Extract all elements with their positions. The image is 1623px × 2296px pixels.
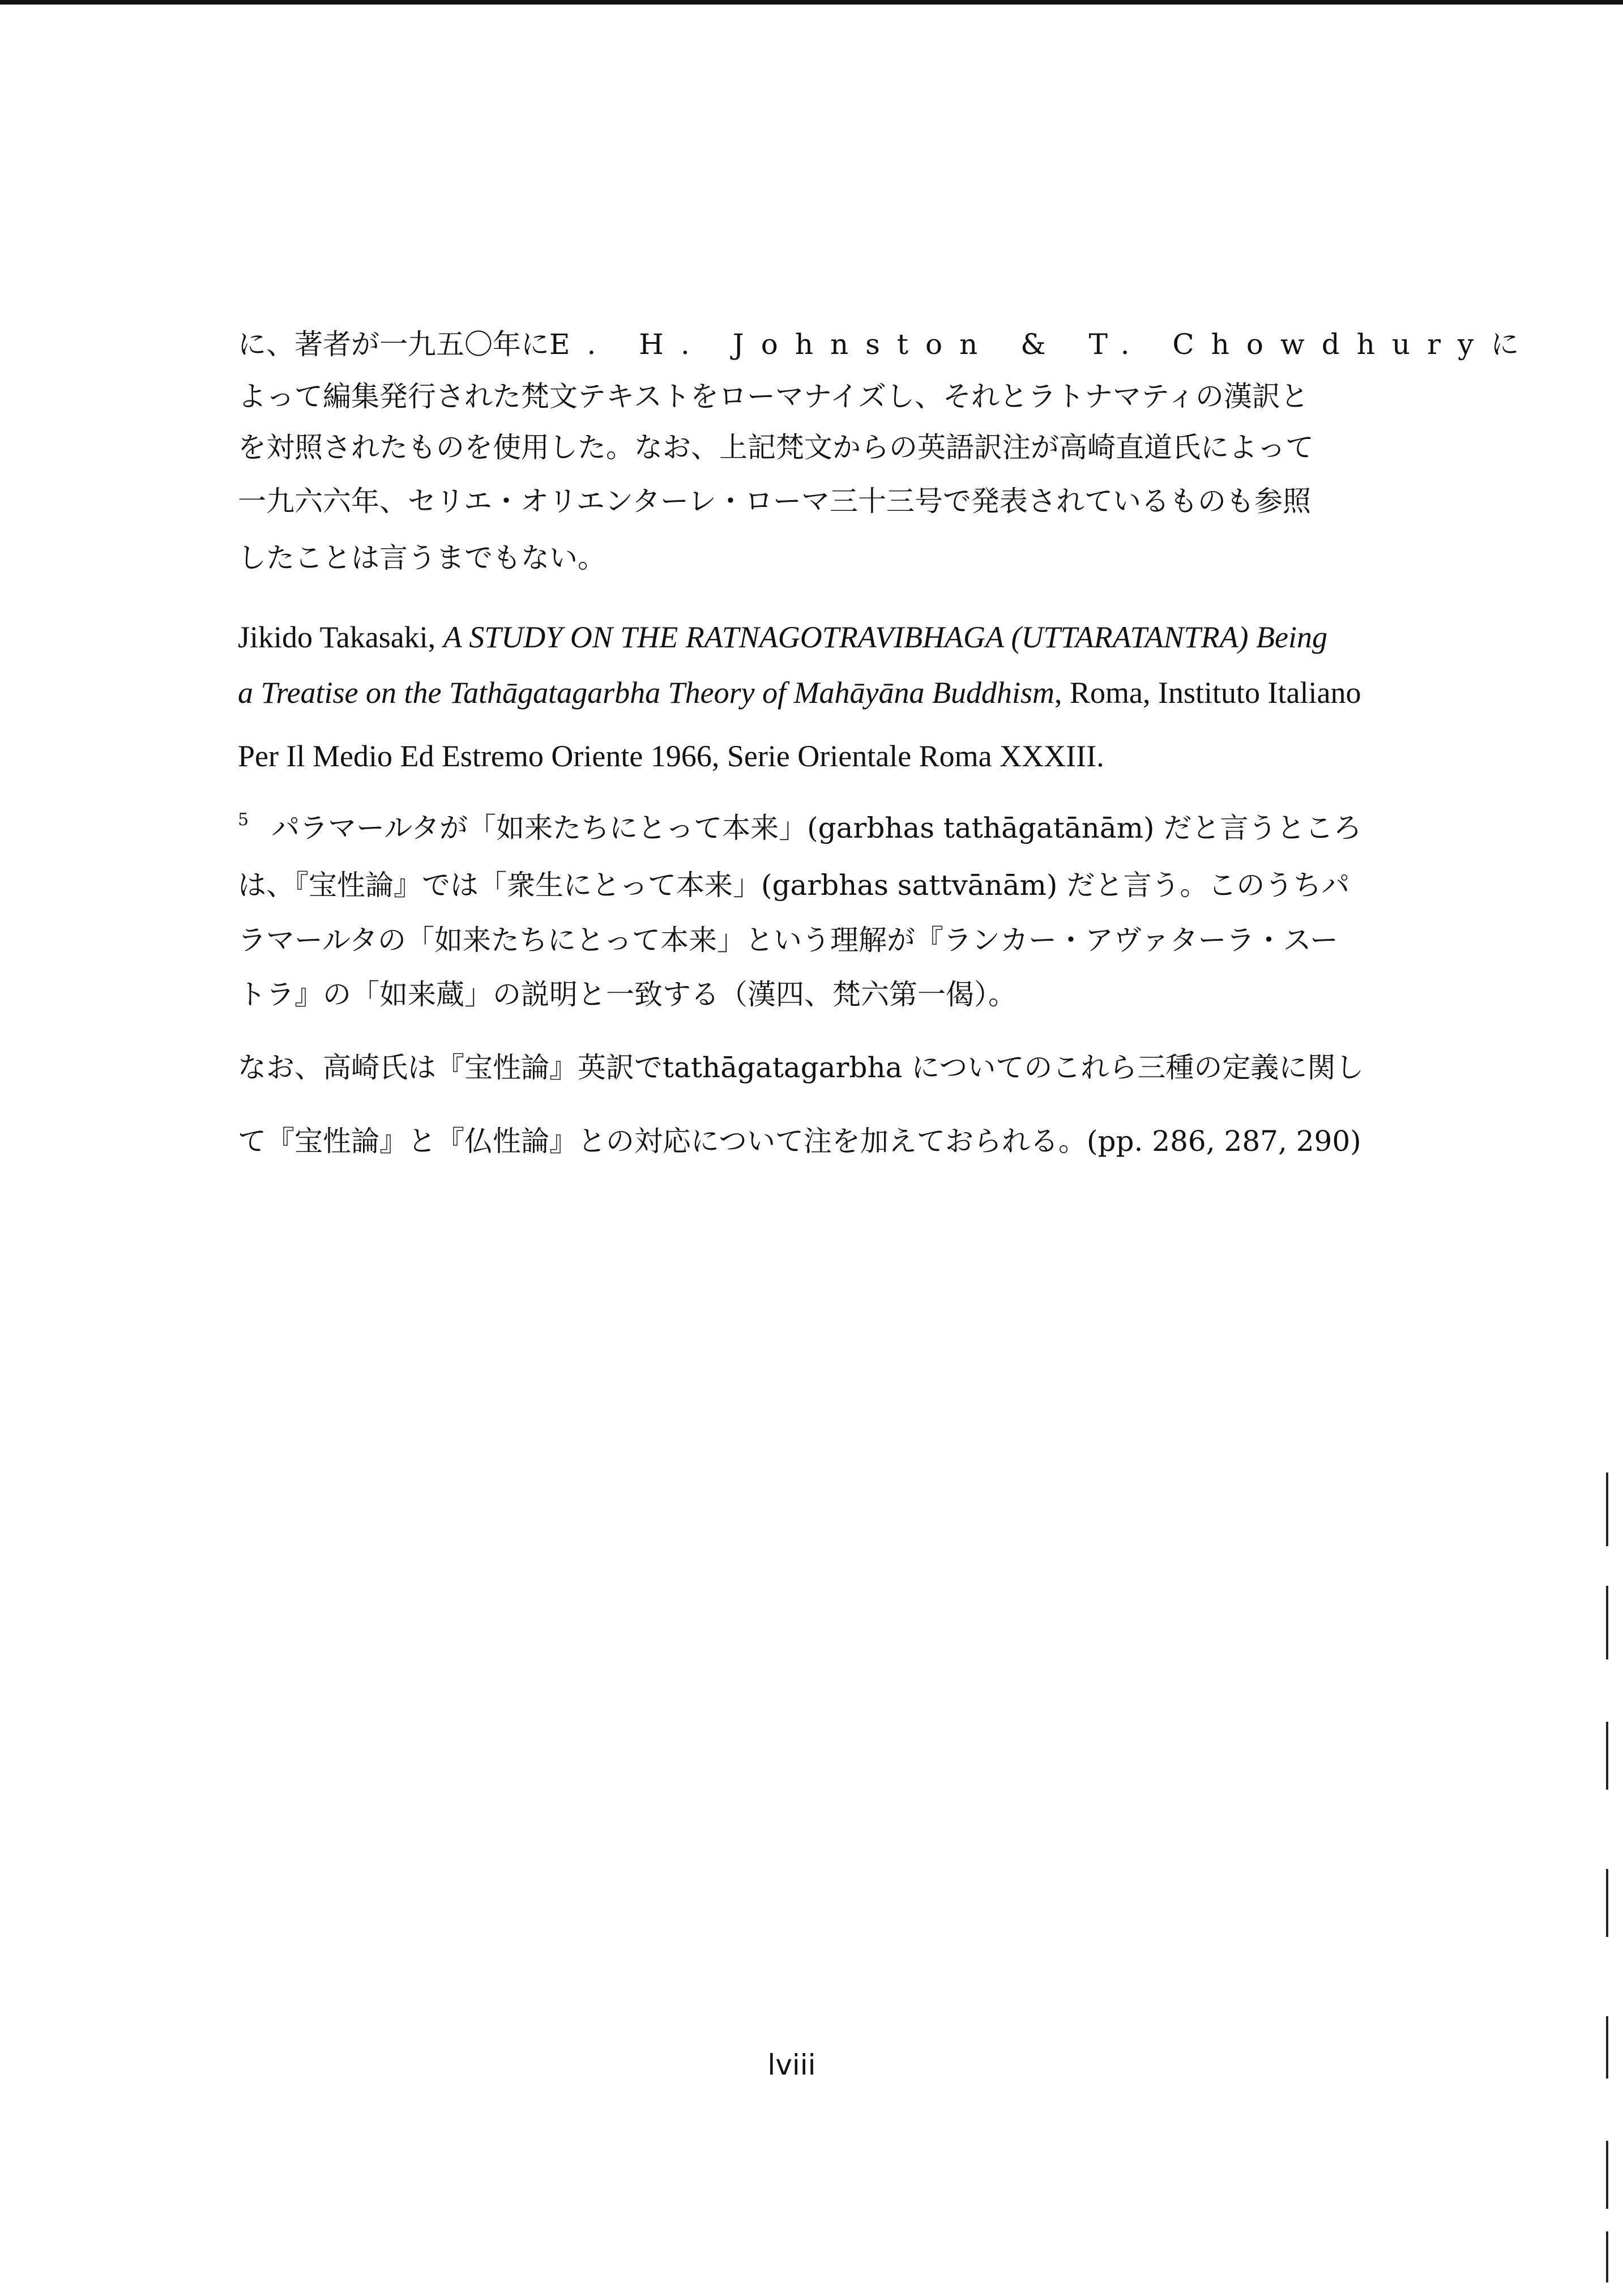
scan-artifact-mark: [1606, 2141, 1608, 2209]
editor-names: E. H. Johnston & T. Chowdhury: [549, 328, 1491, 361]
reference-title-2: a Treatise on the Tathāgatagarbha Theory of Mahāyāna Buddhism: [238, 676, 1055, 710]
page-number: lviii: [767, 2049, 816, 2081]
reference-line-3: Per Il Medio Ed Estremo Oriente 1966, Serie Orientale Roma XXXIII.: [238, 739, 1104, 773]
reference-line-1: [238, 620, 1327, 654]
paragraph-2-line-1: なお、高崎氏は『宝性論』英訳でtathāgatagarbha についてのこれら三種の定義に関し: [238, 1051, 1364, 1084]
scan-artifact-mark: [1606, 2016, 1608, 2079]
scan-artifact-mark: [1606, 1722, 1608, 1790]
scan-artifact-mark: [1606, 1473, 1608, 1546]
scan-artifact-mark: [1606, 1869, 1608, 1937]
paragraph-1-line-3: を対照されたものを使用した。なお、上記梵文からの英語訳注が高崎直道氏によって: [238, 431, 1314, 464]
paragraph-1-line-2: よって編集発行された梵文テキストをローマナイズし、それとラトナマティの漢訳と: [238, 380, 1309, 413]
paragraph-1-line-5: したことは言うまでもない。: [238, 541, 606, 574]
paragraph-1-line-1: [238, 327, 1519, 361]
note-5-line-4: トラ』の「如来蔵」の説明と一致する（漢四、梵六第一偈）。: [238, 978, 1016, 1011]
reference-author: Jikido Takasaki,: [238, 620, 443, 654]
paragraph-1-line-1-tail: に: [1490, 328, 1519, 361]
scan-top-edge: [0, 0, 1623, 5]
scan-artifact-mark: [1606, 2231, 1608, 2282]
paragraph-1-line-1-lead: に、著者が一九五〇年に: [238, 328, 549, 361]
reference-line-2: [238, 676, 1361, 710]
reference-title-1: A STUDY ON THE RATNAGOTRAVIBHAGA (UTTARATANTRA) Being: [443, 620, 1327, 654]
note-5-line-1: [238, 803, 1361, 845]
paragraph-1-line-4: 一九六六年、セリエ・オリエンターレ・ローマ三十三号で発表されているものも参照: [238, 485, 1311, 518]
note-5-line-1-text: パラマールタが「如来たちにとって本来」(garbhas tathāgatānām) だと言うところ: [271, 812, 1362, 844]
note-5-line-2: は、『宝性論』では「衆生にとって本来」(garbhas sattvānām) だと言う。このうちパ: [238, 869, 1350, 902]
scan-artifact-mark: [1606, 1586, 1608, 1659]
paragraph-2-line-2: て『宝性論』と『仏性論』との対応について注を加えておられる。(pp. 286, 287, 290): [238, 1125, 1361, 1158]
note-5-line-3: ラマールタの「如来たちにとって本来」という理解が『ランカー・アヴァターラ・スー: [238, 924, 1338, 957]
footnote-number: 5: [238, 810, 249, 830]
reference-publisher-1: , Roma, Instituto Italiano: [1054, 676, 1361, 710]
